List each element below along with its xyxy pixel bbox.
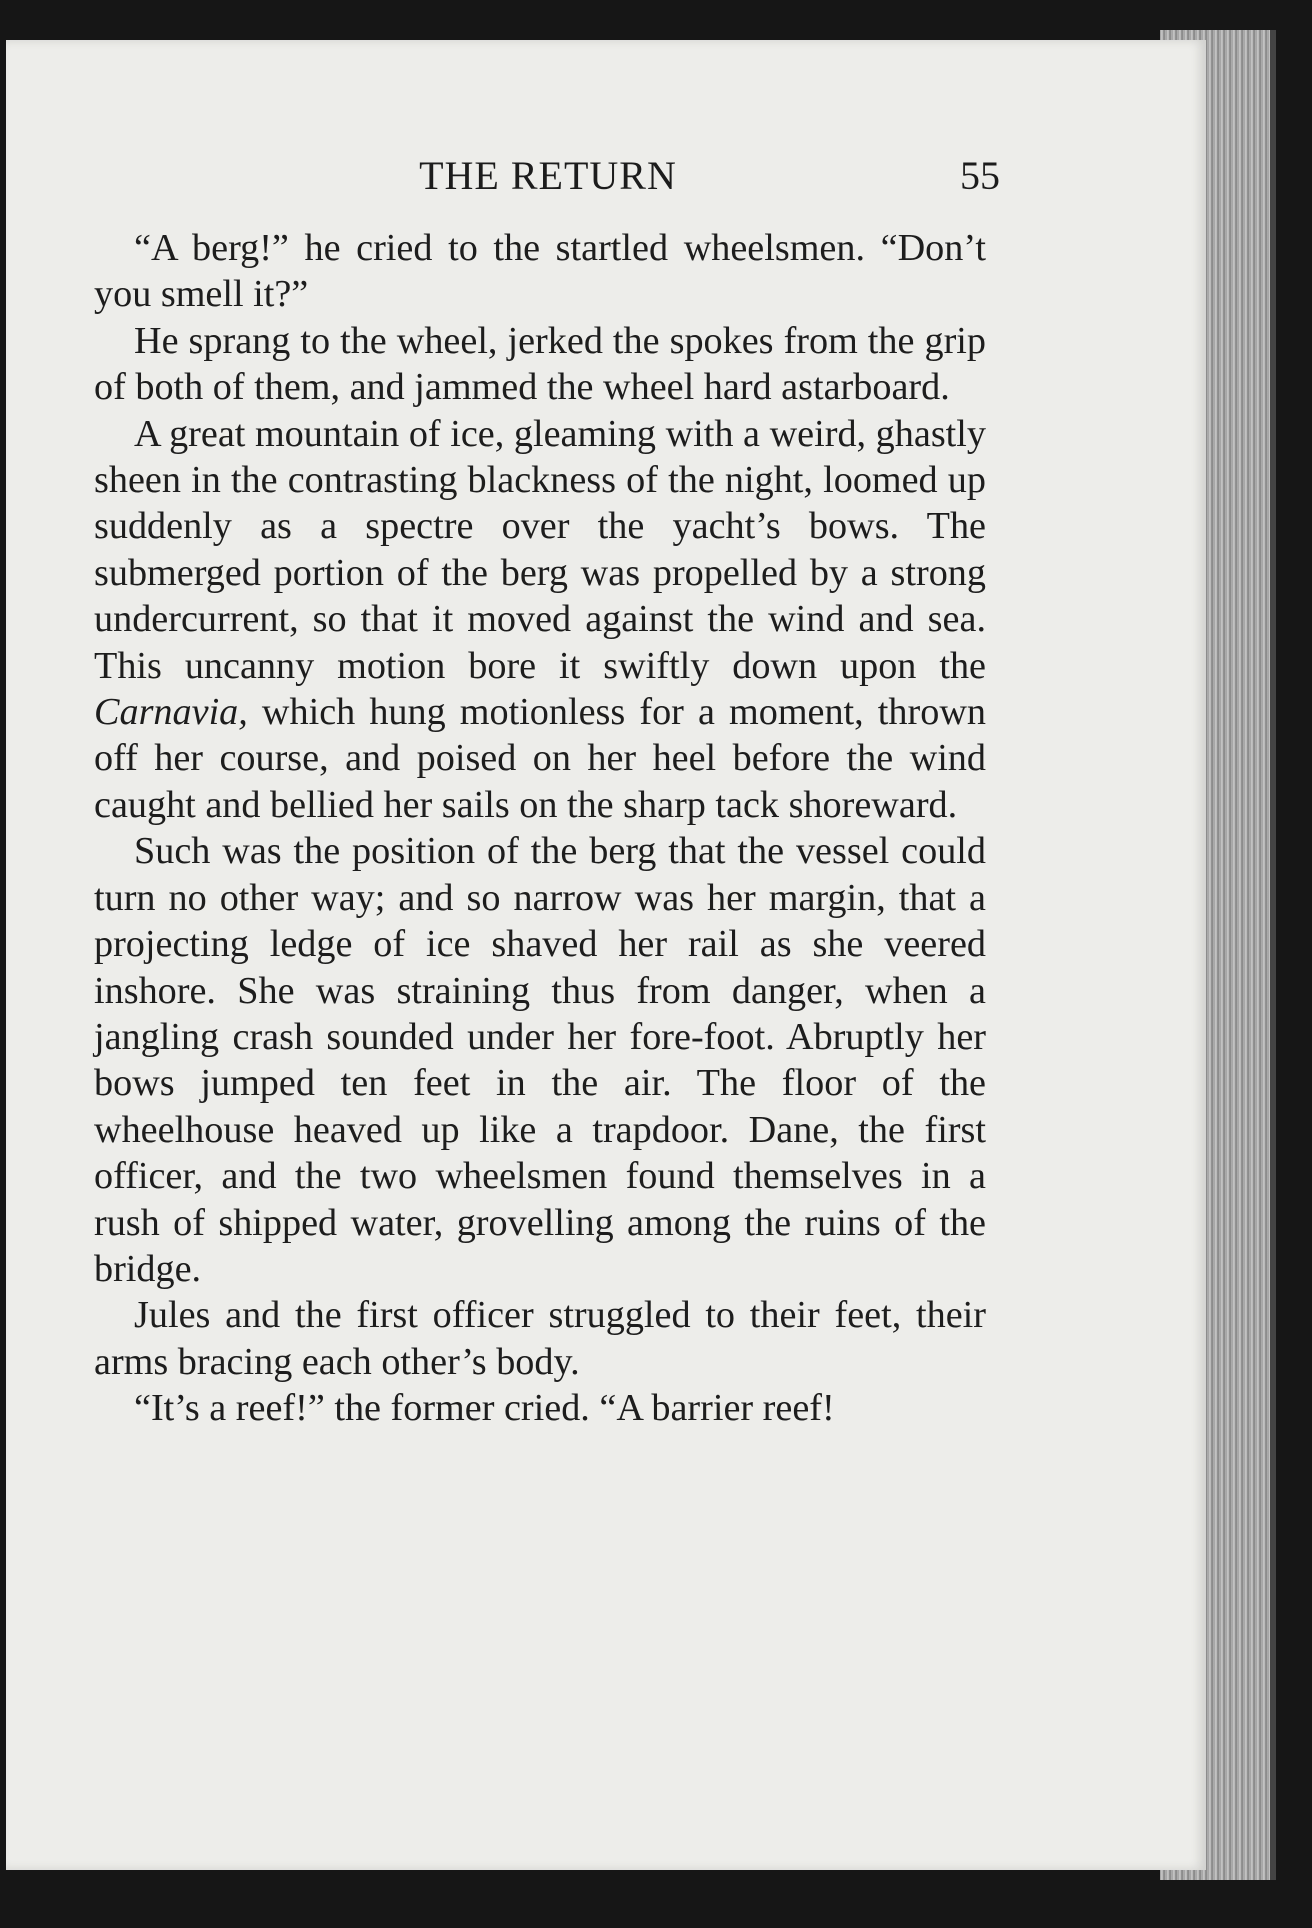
paragraph-text: A great mountain of ice, gleaming with a weird, ghastly sheen in the contrasting blackness of the night, loomed up suddenly as a spectre over the yacht’s bows. The submerged portion of the berg was propelled by a strong undercurrent, so that it moved against the wind and sea. This uncanny motion bore it swiftly down upon the [94, 412, 986, 687]
page-number: 55 [960, 153, 1000, 198]
paragraph: Such was the position of the berg that the vessel could turn no other way; and so narrow was her margin, that a projecting ledge of ice shaved her rail as she veered inshore. She was straining thus from danger, when a jangling crash sounded under her fore-foot. Abruptly her bows jumped ten feet in the air. The floor of the wheelhouse heaved up like a trapdoor. Dane, the first officer, and the two wheelsmen found themselves in a rush of shipped water, grovelling among the ruins of the bridge. [94, 830, 986, 1290]
paragraph: “A berg!” he cried to the startled wheelsmen. “Don’t you smell it?” [94, 227, 986, 316]
running-title: THE RETURN [419, 153, 677, 198]
paragraph: “It’s a reef!” the former cried. “A barrier reef! [134, 1387, 835, 1430]
paragraph: Jules and the first officer struggled to their feet, their arms bracing each other’s body. [94, 1294, 986, 1383]
paragraph-text: which hung motionless for a moment, thrown off her course, and poised on her heel before the wind caught and bellied her sails on the sharp tack shoreward. [94, 691, 986, 826]
paragraph [94, 411, 986, 829]
body-text [94, 225, 986, 1432]
paragraph: He sprang to the wheel, jerked the spokes from the grip of both of them, and jammed the wheel hard astarboard. [94, 319, 986, 409]
running-head [96, 152, 1000, 212]
ship-name: Carnavia, [94, 691, 248, 734]
